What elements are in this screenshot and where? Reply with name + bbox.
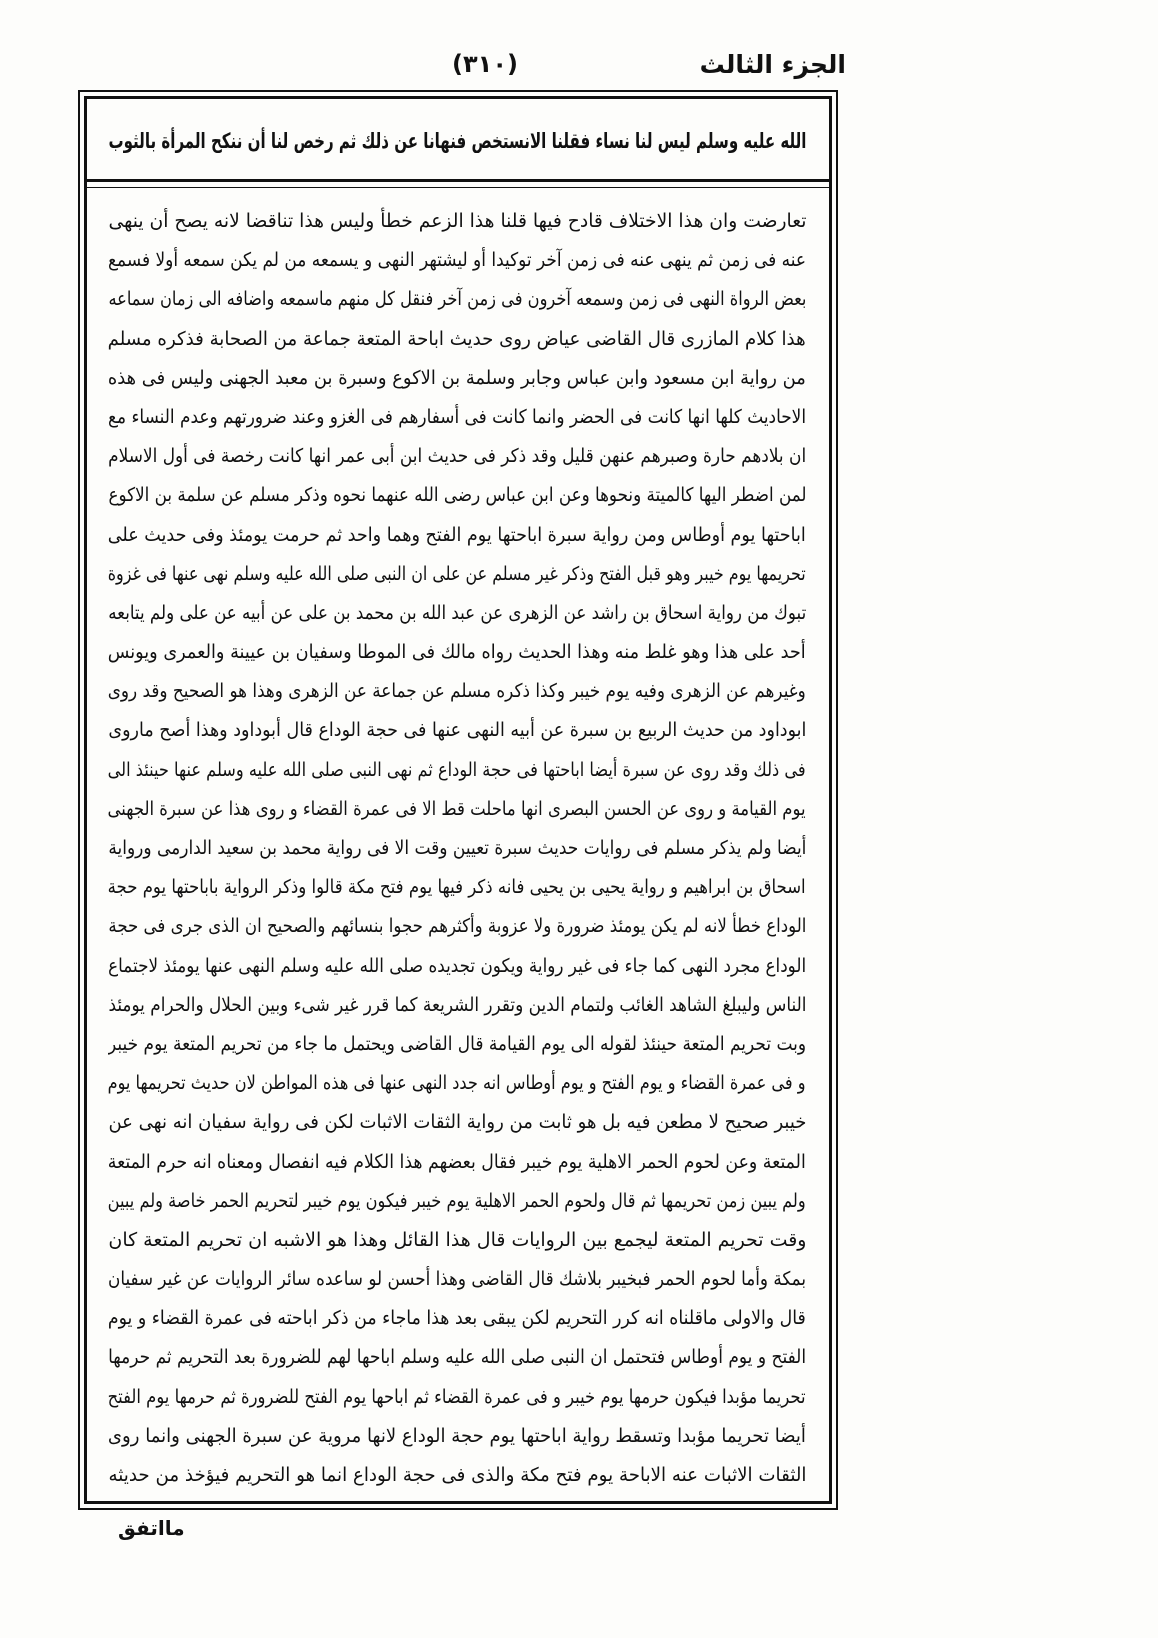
text-line	[108, 633, 806, 672]
text-line-content: وغيرهم عن الزهرى وفيه يوم خيبر وكذا ذكره مسلم عن جماعة عن الزهرى وهذا هو الصحيح وقد روى	[108, 680, 806, 703]
top-text-line	[108, 120, 806, 162]
text-line	[108, 947, 806, 986]
text-line	[108, 1103, 806, 1142]
text-line-content: تحريمها يوم خيبر وهو قبل الفتح وذكر غير مسلم عن على ان النبى صلى الله عليه وسلم نهى عنها فى غزوة	[108, 562, 806, 585]
text-line-content: تحريما مؤبدا فيكون حرمها يوم خيبر و فى عمرة القضاء ثم اباحها يوم الفتح للضرورة ثم حرمها يوم الفتح	[108, 1385, 806, 1408]
text-line-content: الوداع مجرد النهى كما جاء فى غير رواية ويكون تجديده صلى الله عليه وسلم النهى عنها يومئذ لاجتماع	[108, 954, 806, 977]
text-line	[108, 594, 806, 633]
top-text-line-content: الله عليه وسلم ليس لنا نساء فقلنا الانستخص فنهانا عن ذلك ثم رخص لنا أن ننكح المرأة بالثوب	[108, 129, 806, 153]
text-line	[108, 476, 806, 515]
text-line	[108, 1417, 806, 1456]
text-line-content: المتعة وعن لحوم الحمر الاهلية يوم خيبر فقال بعضهم هذا الكلام فيه انفصال ومعناه انه حرم المتعة	[108, 1150, 806, 1173]
text-line	[108, 516, 806, 555]
text-line-content: ابوداود من حديث الربيع بن سبرة عن أبيه النهى عنها فى حجة الوداع قال أبوداود وهذا أصح ماروى	[108, 719, 806, 742]
text-line	[108, 1456, 806, 1495]
text-line	[108, 280, 806, 319]
double-rule-divider	[87, 179, 829, 188]
text-line-content: لمن اضطر اليها كالميتة ونحوها وعن ابن عباس رضى الله عنهما نحوه وذكر مسلم عن سلمة بن الاكوع	[108, 484, 806, 507]
text-line	[108, 1299, 806, 1338]
text-line	[108, 790, 806, 829]
text-line	[108, 1221, 806, 1260]
text-line	[108, 202, 806, 241]
text-line-content: وقت تحريم المتعة ليجمع بين الروايات قال هذا القائل وهذا هو الاشبه ان تحريم المتعة كان	[108, 1228, 806, 1251]
text-line	[108, 398, 806, 437]
running-head-part-title: الجزء الثالث	[699, 50, 846, 79]
text-line-content: الناس وليبلغ الشاهد الغائب ولتمام الدين وتقرر الشريعة كما قرر غير شىء وبين الحلال والحرام يومئذ	[108, 993, 806, 1016]
text-line	[108, 359, 806, 398]
text-line-content: من رواية ابن مسعود وابن عباس وجابر وسلمة بن الاكوع وسبرة بن معبد الجهنى وليس فى هذه	[108, 366, 806, 389]
text-line	[108, 555, 806, 594]
text-line-content: عنه فى زمن ثم ينهى عنه فى زمن آخر توكيدا أو ليشتهر النهى و يسمعه من لم يكن سمعه أولا فسمع	[108, 249, 806, 272]
text-line-content: اسحاق بن ابراهيم و رواية يحيى بن يحيى فانه ذكر فيها يوم فتح مكة قالوا وذكر الرواية باباحتها يوم حجة	[108, 876, 806, 899]
text-line-content: بمكة وأما لحوم الحمر فبخيبر بلاشك قال القاضى وهذا أحسن لو ساعده سائر الروايات عن غير سفيان	[108, 1268, 806, 1291]
text-line-content: تبوك من رواية اسحاق بن راشد عن الزهرى عن عبد الله بن محمد بن على عن أبيه عن على ولم يتابعه	[108, 601, 806, 624]
text-line	[108, 751, 806, 790]
text-line-content: وبت تحريم المتعة حينئذ لقوله الى يوم القيامة قال القاضى ويحتمل ما جاء من تحريم المتعة يوم خيبر	[108, 1032, 806, 1055]
text-line	[108, 1182, 806, 1221]
text-line-content: بعض الرواة النهى فى زمن وسمعه آخرون فى زمن آخر فنقل كل منهم ماسمعه واضافه الى زمان سماعه	[108, 288, 806, 311]
text-line-content: الاحاديث كلها انها كانت فى الحضر وانما كانت فى أسفارهم فى الغزو وعند ضرورتهم وعدم النساء مع	[108, 405, 806, 428]
text-line-content: يوم القيامة و روى عن الحسن البصرى انها ماحلت قط الا فى عمرة القضاء و روى هذا عن سبرة الجهنى	[108, 797, 806, 820]
text-line-content: اباحتها يوم أوطاس ومن رواية سبرة اباحتها يوم الفتح وهما واحد ثم حرمت يومئذ وفى حديث على	[108, 523, 806, 546]
text-line	[108, 829, 806, 868]
text-line-content: الفتح و يوم أوطاس فتحتمل ان النبى صلى الله عليه وسلم اباحها لهم للضرورة بعد التحريم ثم حرمها	[108, 1346, 806, 1369]
text-line	[108, 437, 806, 476]
page-number: (٣١٠)	[452, 50, 518, 78]
text-line-content: الوداع خطأ لانه لم يكن يومئذ ضرورة ولا عزوبة وأكثرهم حجوا بنسائهم والصحيح ان الذى جرى فى حجة	[108, 915, 806, 938]
text-line	[108, 1378, 806, 1417]
body-text-block	[108, 202, 806, 1495]
text-line-content: و فى عمرة القضاء و يوم الفتح و يوم أوطاس انه جدد النهى عنها فى هذه المواطن لان حديث تحريمها يوم	[108, 1072, 806, 1095]
text-line	[108, 868, 806, 907]
text-line-content: قال والاولى ماقلناه انه كرر التحريم لكن يبقى بعد هذا ماجاء من ذكر اباحته فى عمرة القضاء و يوم	[108, 1307, 806, 1330]
text-line	[108, 986, 806, 1025]
text-line-content: أحد على هذا وهو غلط منه وهذا الحديث رواه مالك فى الموطا وسفيان بن عيينة والعمرى ويونس	[108, 641, 806, 664]
text-line	[108, 1338, 806, 1377]
text-line-content: هذا كلام المازرى قال القاضى عياض روى حديث اباحة المتعة جماعة من الصحابة فذكره مسلم	[108, 327, 806, 350]
text-line	[108, 672, 806, 711]
text-line-content: تعارضت وان هذا الاختلاف قادح فيها قلنا هذا الزعم خطأ وليس هذا تناقضا لانه يصح أن ينهى	[108, 210, 806, 232]
text-line	[108, 241, 806, 280]
text-line-content: ان بلادهم حارة وصبرهم عنهن قليل وقد ذكر فى حديث ابن أبى عمر انها كانت رخصة فى أول الاسلام	[108, 445, 806, 468]
text-line	[108, 1143, 806, 1182]
text-line	[108, 1064, 806, 1103]
catchword: مااتفق	[118, 1516, 185, 1540]
text-line	[108, 320, 806, 359]
text-line-content: أيضا تحريما مؤبدا وتسقط رواية اباحتها يوم حجة الوداع لانها مروية عن سبرة الجهنى وانما روى	[108, 1424, 806, 1447]
text-line	[108, 907, 806, 946]
text-line	[108, 1260, 806, 1299]
text-line	[108, 1025, 806, 1064]
text-line-content: خيبر صحيح لا مطعن فيه بل هو ثابت من رواية الثقات الاثبات لكن فى رواية سفيان انه نهى عن	[108, 1111, 806, 1134]
text-line-content: أيضا ولم يذكر مسلم فى روايات حديث سبرة تعيين وقت الا فى رواية محمد بن سعيد الدارمى ورواية	[108, 837, 806, 859]
text-line-content: ولم يبين زمن تحريمها ثم قال ولحوم الحمر الاهلية يوم خيبر فيكون يوم خيبر لتحريم الحمر خاصة ولم يبين	[108, 1189, 806, 1212]
text-line	[108, 711, 806, 750]
text-line-content: الثقات الاثبات عنه الاباحة يوم فتح مكة والذى فى حجة الوداع انما هو التحريم فيؤخذ من حديثه	[108, 1464, 806, 1486]
text-line-content: فى ذلك وقد روى عن سبرة أيضا اباحتها فى حجة الوداع ثم نهى النبى صلى الله عليه وسلم عنها حينئذ الى	[108, 758, 806, 781]
